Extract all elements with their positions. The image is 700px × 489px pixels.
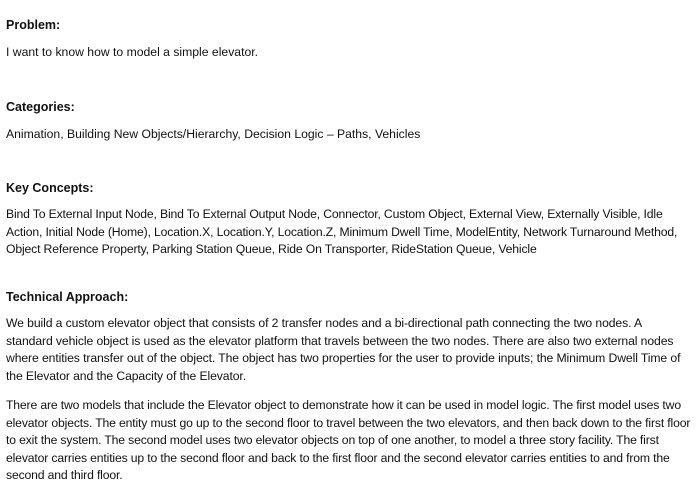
categories-heading: Categories: [6,100,75,114]
problem-text: I want to know how to model a simple elevator. [6,45,259,59]
key-concepts-text: Bind To External Input Node, Bind To External Output Node, Connector, Custom Object, External View, Externally Visible, Idle Action, Initial Node (Home), Location.X, Location.Y, Location.Z, Minimum Dwell Time, ModelEntity, Network Turnaround Method, Object Reference Property, Parking Station Queue, Ride On Transporter, RideStation Queue, Vehicle [6,207,678,256]
technical-approach-paragraph-2: There are two models that include the Elevator object to demonstrate how it can be used in model logic. The first model uses two elevator objects. The entity must go up to the second floor to travel between the two elevators, and then back down to the first floor to exit the system. The second model uses two elevator objects on top of one another, to model a three story facility. The first elevator carries entities up to the second floor and back to the first floor and the second elevator carries entities to and from the second and third floor. [6,398,691,482]
technical-approach-heading: Technical Approach: [6,290,129,304]
categories-text: Animation, Building New Objects/Hierarchy, Decision Logic – Paths, Vehicles [6,127,421,141]
key-concepts-heading: Key Concepts: [6,181,94,195]
technical-approach-paragraph-1: We build a custom elevator object that consists of 2 transfer nodes and a bi-directional path connecting the two nodes. A standard vehicle object is used as the elevator platform that travels between the two nodes. There are also two external nodes where entities transfer out of the object. The object has two properties for the user to provide inputs; the Minimum Dwell Time of the Elevator and the Capacity of the Elevator. [6,316,681,383]
problem-heading: Problem: [6,18,61,32]
